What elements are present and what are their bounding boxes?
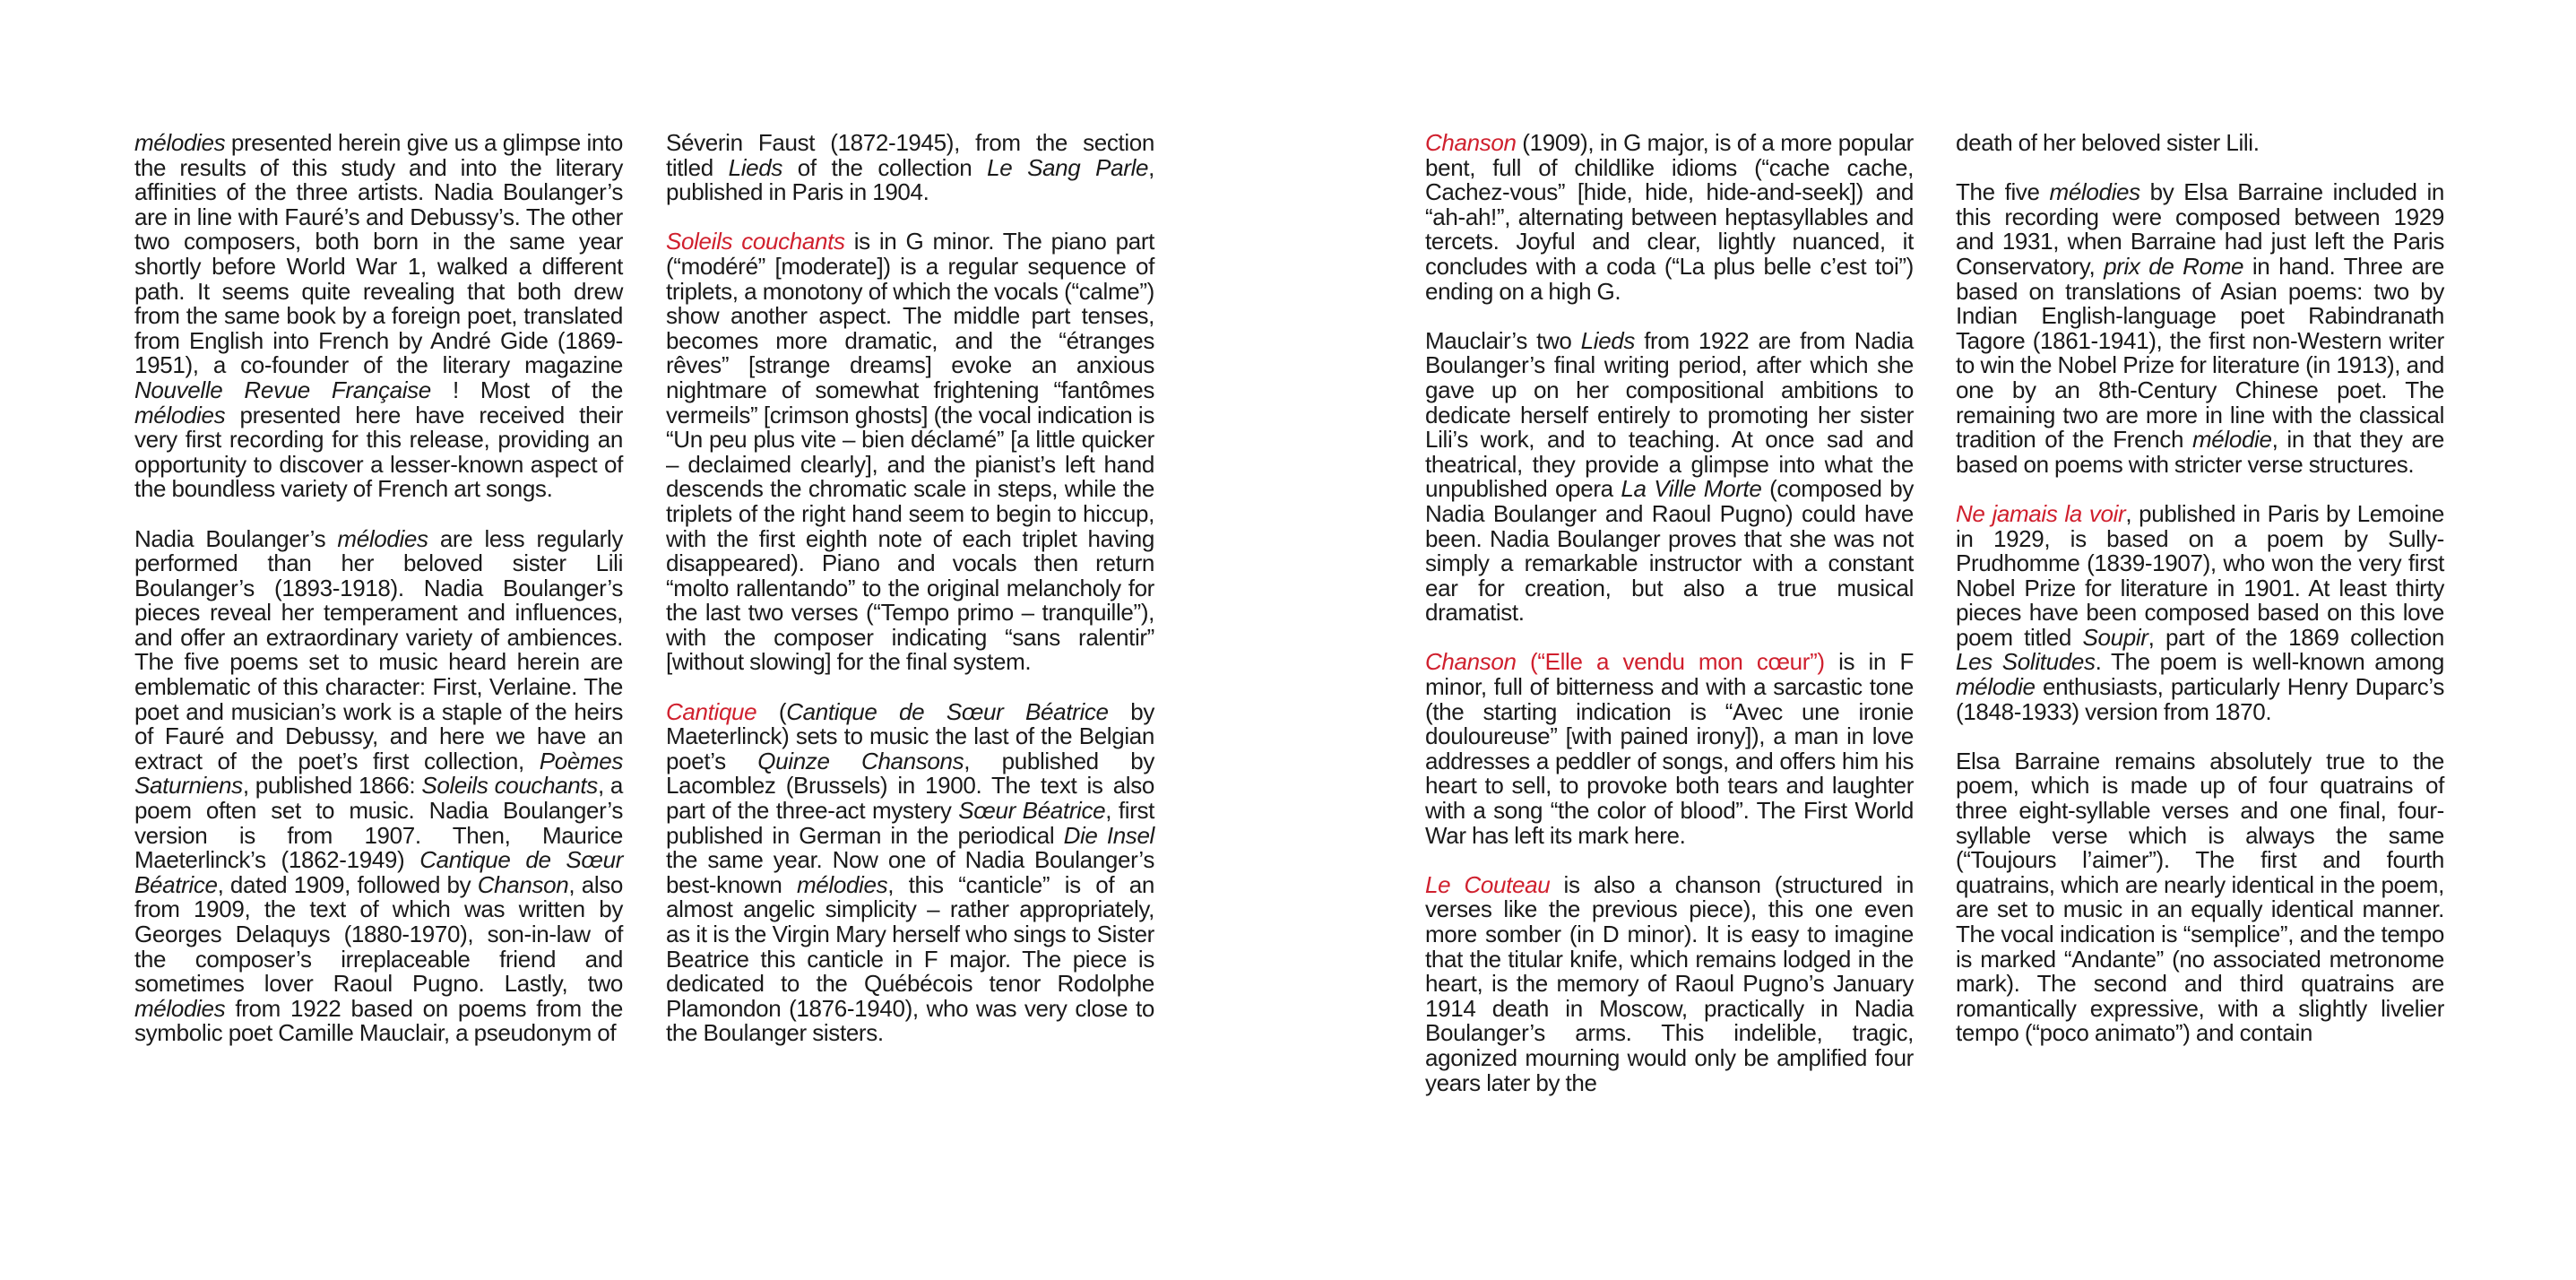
italic-title: Soupir [2082, 623, 2148, 651]
body-text: , in that they are based on poems with stricter verse structures. [1956, 426, 2444, 478]
body-text: , published in Paris in 1904. [666, 153, 1154, 206]
body-text: ( [756, 697, 787, 725]
italic-term: mélodies [337, 524, 428, 552]
body-text: , published in Paris by Lemoine in 1929, is based on a poem by Sully-Prudhomme (1839-1907), who won the very first Nobel Prize for literature in 1901. At least thirty pieces have been composed based on this love poem titled [1956, 499, 2444, 651]
body-text: death of her beloved sister Lili. [1956, 129, 2260, 156]
italic-title: Poèmes Saturniens [134, 747, 623, 800]
italic-title: Sœur Béatrice [958, 797, 1106, 825]
paragraph-le-couteau [1425, 870, 1914, 1096]
paragraph-mauclair-lieds [1425, 326, 1914, 627]
body-text: , this “canticle” is of an almost angelic simplicity – rather appropriately, as it is the Virgin Mary herself who sings to Sister Beatrice this canticle in F major. The piece is dedicated to the Québécois tenor Rodolphe Plamondon (1876-1940), who was very close to the Boulanger sisters. [666, 870, 1154, 1047]
body-text: Nadia Boulanger’s [134, 524, 338, 552]
paragraph-cantique [666, 697, 1155, 1047]
body-text: the same year. Now one of Nadia Boulanger’s best-known [666, 846, 1154, 898]
body-text: Séverin Faust (1872-1945), from the section titled [666, 129, 1154, 181]
italic-title: Quinze Chansons [757, 747, 964, 774]
body-text: enthusiasts, particularly Henry Duparc’s (1848-1933) version from 1870. [1956, 673, 2444, 725]
italic-title: Soleils couchants [421, 772, 598, 800]
italic-title: Die Insel [1063, 821, 1154, 849]
body-text: from 1922 are from Nadia Boulanger’s final writing period, after which she gave up on her compositional ambitions to dedicate herself entirely to promoting her sister Lili’s work, and to teaching. At once sad and theatrical, they provide a glimpse into what the unpublished opera [1425, 326, 1914, 503]
song-title-cantique: Cantique [666, 697, 757, 725]
body-text: in hand. Three are based on translations of Asian poems: two by Indian English-language poet Rabindranath Tagore (1861-1941), the first non-Western writer to win the Nobel Prize for literature (in 1913), and one by an 8th-Century Chinese poet. The remaining two are more in line with the classical tradition of the French [1956, 252, 2445, 454]
body-text: is in G minor. The piano part (“modéré” [moderate]) is a regular sequence of triplets, a monotony of which the vocals (“calme”) show another aspect. The middle part tenses, becomes more dramatic, and the “étranges rêves” [strange dreams] evoke an anxious nightmare of somewhat frightening “fantômes vermeils” [crimson ghosts] (the vocal indication is “Un peu plus vite – bien déclamé” [a little quicker – declaimed clearly], and the pianist’s left hand descends the chromatic scale in steps, while the triplets of the right hand seem to begin to hiccup, with the first eighth note of each triplet having disappeared). Piano and vocals then return “molto rallentando” to the original melancholy for the last two verses (“Tempo primo – tranquille”), with the composer indicating “sans ralentir” [without slowing] for the final system. [666, 228, 1154, 676]
body-text: is also a chanson (structured in verses like the previous piece), this one even more somber (in D minor). It is easy to imagine that the titular knife, which remains lodged in the heart, is the memory of Raoul Pugno’s January 1914 death in Moscow, practically in Nadia Boulanger’s arms. This indelible, tragic, agonized mourning would only be amplified four years later by the [1425, 870, 1914, 1096]
paragraph-barraine-true-to-poem [1956, 749, 2444, 1046]
text-column-3 [1425, 131, 1914, 1095]
paragraph-severin-faust [666, 131, 1154, 205]
body-text: , first published in German in the periodical [666, 797, 1154, 849]
song-title-ne-jamais-la-voir: Ne jamais la voir [1956, 499, 2126, 527]
body-text: . The poem is well-known among [2095, 648, 2444, 676]
paragraph-melodies-intro-continued [134, 131, 623, 502]
paragraph-ne-jamais-la-voir [1956, 499, 2444, 725]
body-text: , dated 1909, followed by [217, 870, 478, 898]
song-title-chanson: Chanson [1425, 129, 1517, 156]
paragraph-nadia-boulanger-melodies [134, 524, 624, 1047]
body-text: , a poem often set to music. Nadia Boulanger’s version is from 1907. Then, Maurice Maeterlinck’s (1862-1949) [134, 772, 624, 874]
italic-term: mélodies [2049, 178, 2140, 206]
paragraph-death-of-lili [1956, 131, 2444, 156]
italic-title: Cantique de Sœur Béatrice [786, 697, 1109, 725]
italic-term: mélodies [134, 994, 226, 1022]
body-text: is in F minor, full of bitterness and with a sarcastic tone (the starting indication is “Avec une ironie douloureuse” [with pained irony]), a man in love addresses a peddler of songs, and offers him his heart to sell, to provoke both tears and laughter with a song “the color of blood”. The First World War has left its mark here. [1425, 648, 1915, 849]
body-text: ! Most of the [430, 376, 623, 403]
italic-term: mélodie [2191, 426, 2272, 454]
body-text: from 1922 based on poems from the symbolic poet Camille Mauclair, a pseudonym of [134, 994, 623, 1047]
italic-title: Lieds [728, 153, 783, 181]
italic-term: mélodies [796, 870, 888, 898]
italic-term: mélodies [134, 129, 226, 156]
song-subtitle-elle-a-vendu-mon-coeur: (“Elle a vendu mon cœur”) [1516, 648, 1825, 676]
body-text: of the collection [782, 153, 988, 181]
text-column-1 [134, 131, 623, 1046]
body-text: , also from 1909, the text of which was written by Georges Delaquys (1880-1970), son-in-law of the composer’s irreplaceable friend and sometimes lover Raoul Pugno. Lastly, two [134, 870, 623, 998]
paragraph-chanson-elle-a-vendu [1425, 650, 1914, 848]
italic-title: Lieds [1580, 326, 1636, 354]
song-title-le-couteau: Le Couteau [1425, 870, 1551, 898]
italic-title: Nouvelle Revue Française [134, 376, 431, 403]
body-text: , part of the 1869 collection [2148, 623, 2444, 651]
italic-title: Le Sang Parle [987, 153, 1149, 181]
body-text: (1909), in G major, is of a more popular bent, full of childlike idioms (“cache cache, Cachez-vous” [hide, hide, hide-and-seek]) and “ah-ah!”, alternating between heptasyllables and tercets. Joyful and clear, lightly nuanced, it concludes with a coda (“La plus belle c’est toi”) ending on a high G. [1425, 129, 1914, 305]
body-text: by Maeterlinck) sets to music the last of the Belgian poet’s [666, 697, 1154, 774]
body-text: , published 1866: [242, 772, 422, 800]
body-text: presented herein give us a glimpse into the results of this study and into the literary affinities of the three artists. Nadia Boulanger’s are in line with Fauré’s and Debussy’s. The other two composers, both born in the same year shortly before World War 1, walked a different path. It seems quite revealing that both drew from the same book by a foreign poet, translated from English into French by André Gide (1869-1951), a co-founder of the literary magazine [134, 129, 623, 379]
body-text: Elsa Barraine remains absolutely true to the poem, which is made up of four quatrains of three eight-syllable verses and one final, four-syllable verse which is always the same (“Toujours l’aimer”). The first and fourth quatrains, which are nearly identical in the poem, are set to music in an equally identical manner. The vocal indication is “semplice”, and the tempo is marked “Andante” (no associated metronome mark). The second and third quatrains are romantically expressive, with a slightly livelier tempo (“poco animato”) and contain [1956, 747, 2444, 1047]
body-text: , published by Lacomblez (Brussels) in 1900. The text is also part of the three-act mystery [666, 747, 1155, 825]
body-text: Mauclair’s two [1425, 326, 1581, 354]
body-text: The five [1956, 178, 2050, 206]
body-text: (composed by Nadia Boulanger and Raoul Pugno) could have been. Nadia Boulanger proves that she was not simply a remarkable instructor with a constant ear for creation, but also a true musical dramatist. [1425, 475, 1914, 627]
text-column-4 [1956, 131, 2444, 1046]
paragraph-soleils-couchants [666, 229, 1154, 675]
italic-term: prix de Rome [2104, 252, 2244, 280]
italic-title: Les Solitudes [1956, 648, 2096, 676]
paragraph-chanson-1909 [1425, 131, 1914, 304]
paragraph-elsa-barraine-melodies [1956, 180, 2444, 477]
italic-term: mélodies [134, 401, 226, 428]
italic-title: La Ville Morte [1621, 475, 1762, 503]
song-title-soleils-couchants: Soleils couchants [666, 228, 845, 255]
italic-title: Chanson [477, 870, 569, 898]
song-title-chanson-2: Chanson [1425, 648, 1517, 676]
body-text: are less regularly performed than her beloved sister Lili Boulanger’s (1893-1918). Nadia Boulanger’s pieces reveal her temperament and influences, and offer an extraordinary variety of ambiences. The five poems set to music heard herein are emblematic of this character: First, Verlaine. The poet and musician’s work is a staple of the heirs of Fauré and Debussy, and here we have an extract of the poet’s first collection, [134, 524, 624, 774]
body-text: by Elsa Barraine included in this recording were composed between 1929 and 1931, when Barraine had just left the Paris Conservatory, [1956, 178, 2445, 280]
body-text: presented here have received their very first recording for this release, providing an opportunity to discover a lesser-known aspect of the boundless variety of French art songs. [134, 401, 623, 503]
italic-term: mélodie [1956, 673, 2036, 701]
italic-title: Cantique de Sœur Béatrice [134, 846, 623, 898]
text-column-2 [666, 131, 1154, 1046]
